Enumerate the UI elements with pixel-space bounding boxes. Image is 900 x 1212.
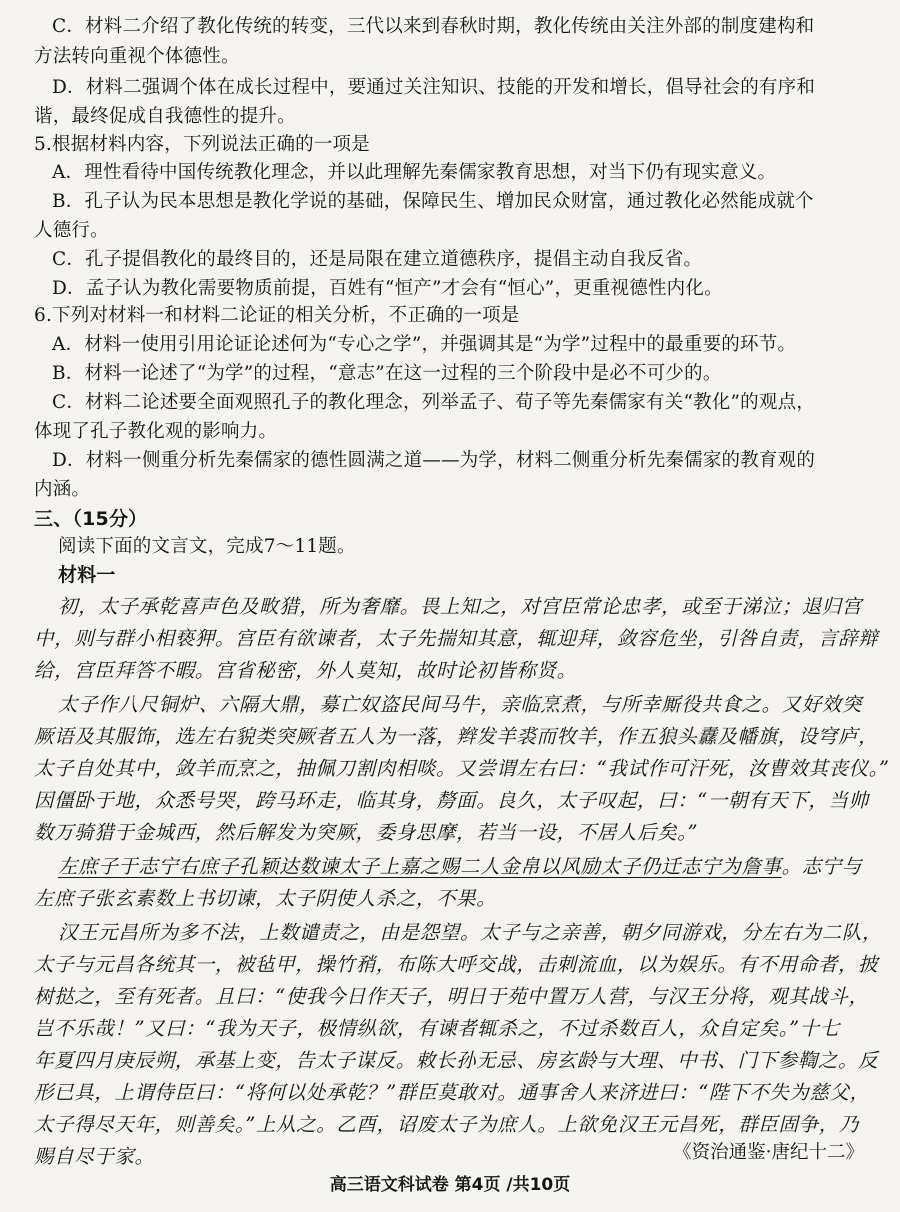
q6-option-c-line-1: C．材料二论述要全面观照孔子的教化理念，列举孟子、荀子等先秦儒家有关“教化”的观点， (52, 392, 815, 413)
classical-line-13: 树挞之，至有死者。且曰：“使我今日作天子，明日于苑中置万人营，与汉王分将，观其战斗， (34, 985, 869, 1008)
classical-line-4: 太子作八尺铜炉、六隔大鼎，募亡奴盗民间马牛，亲临烹煮，与所幸厮役共食之。又好效突 (58, 693, 863, 716)
classical-line-8: 数万骑猎于金城西，然后解发为突厥，委身思摩，若当一设，不居人后矣。” (34, 821, 699, 844)
classical-line-7: 因僵卧于地，众悉号哭，跨马环走，临其身，剺面。良久，太子叹起，曰：“一朝有天下，当帅 (34, 789, 869, 812)
underlined-sentence: 左庶子于志宁右庶子孔颖达数谏太子上嘉之赐二人金帛以风励太子仍迁志宁为詹事 (58, 855, 782, 878)
classical-line-2: 中，则与群小相亵狎。宫臣有欲谏者，太子先揣知其意，辄迎拜，敛容危坐，引咎自责，言辞辩 (34, 627, 879, 650)
q5-option-a: A．理性看待中国传统教化理念，并以此理解先秦儒家教育思想，对当下仍有现实意义。 (52, 162, 777, 183)
q6-option-a: A．材料一使用引用论证论述何为“专心之学”，并强调其是“为学”过程中的最重要的环节。 (52, 334, 797, 355)
classical-line-3: 给，宫臣拜答不暇。宫省秘密，外人莫知，故时论初皆称贤。 (34, 659, 577, 682)
classical-line-9-tail: 。志宁与 (781, 855, 863, 878)
classical-line-6: 太子自处其中，敛羊而烹之，抽佩刀割肉相啖。又尝谓左右曰：“我试作可汗死，汝曹效其丧仪。” (34, 757, 890, 780)
section-three-heading: 三、（15分） (34, 508, 148, 530)
classical-line-15: 年夏四月庚辰朔，承基上变，告太子谋反。敕长孙无忌、房玄龄与大理、中书、门下参鞫之。反 (34, 1049, 879, 1072)
classical-line-5: 厥语及其服饰，选左右貌类突厥者五人为一落，辫发羊裘而牧羊，作五狼头纛及幡旗，设穹庐， (34, 725, 879, 748)
page-footer: 高三语文科试卷 第4页 /共10页 (329, 1175, 571, 1195)
source-citation: 《资治通鉴·唐纪十二》 (673, 1142, 864, 1163)
option-d-line-1: D．材料二强调个体在成长过程中，要通过关注知识、技能的开发和增长，倡导社会的有序和 (52, 77, 816, 98)
q5-option-b-line-2: 人德行。 (34, 220, 109, 241)
q6-option-d-line-2: 内涵。 (34, 479, 91, 500)
option-c-line-1: C．材料二介绍了教化传统的转变，三代以来到春秋时期，教化传统由关注外部的制度建构和 (52, 16, 815, 37)
question-5-stem: 5.根据材料内容，下列说法正确的一项是 (34, 134, 370, 155)
option-d-line-2: 谐，最终促成自我德性的提升。 (34, 106, 296, 127)
question-6-stem: 6.下列对材料一和材料二论证的相关分析，不正确的一项是 (34, 305, 520, 326)
classical-line-16: 形已具，上谓侍臣曰：“将何以处承乾？”群臣莫敢对。通事舍人来济进曰：“陛下不失为慈父， (34, 1081, 870, 1104)
classical-line-17: 太子得尽天年，则善矣。”上从之。乙酉，诏废太子为庶人。上欲免汉王元昌死，群臣固争，乃 (34, 1113, 859, 1136)
q6-option-c-line-2: 体现了孔子教化观的影响力。 (34, 421, 278, 442)
classical-line-11: 汉王元昌所为多不法，上数谴责之，由是怨望。太子与之亲善，朝夕同游戏，分左右为二队， (58, 921, 883, 944)
classical-line-9 (58, 852, 886, 882)
material-one-title: 材料一 (58, 564, 116, 586)
q5-option-d: D．孟子认为教化需要物质前提，百姓有“恒产”才会有“恒心”，更重视德性内化。 (52, 278, 723, 299)
classical-line-12: 太子与元昌各统其一，被毡甲，操竹矟，布陈大呼交战，击刺流血，以为娱乐。有不用命者，披 (34, 953, 879, 976)
q6-option-d-line-1: D．材料一侧重分析先秦儒家的德性圆满之道——为学，材料二侧重分析先秦儒家的教育观的 (52, 450, 816, 471)
option-c-line-2: 方法转向重视个体德性。 (34, 46, 240, 67)
classical-line-10: 左庶子张玄素数上书切谏，太子阴使人杀之，不果。 (34, 887, 497, 910)
classical-line-1: 初，太子承乾喜声色及畋猎，所为奢靡。畏上知之，对宫臣常论忠孝，或至于涕泣；退归宫 (58, 595, 863, 618)
q5-option-c: C．孔子提倡教化的最终目的，还是局限在建立道德秩序，提倡主动自我反省。 (52, 249, 703, 270)
classical-line-14: 岂不乐哉！”又曰：“我为天子，极情纵欲，有谏者辄杀之，不过杀数百人，众自定矣。”十七 (34, 1017, 840, 1040)
classical-line-18: 赐自尽于家。 (34, 1145, 155, 1168)
q6-option-b: B．材料一论述了“为学”的过程，“意志”在这一过程的三个阶段中是必不可少的。 (52, 363, 722, 384)
section-instruction: 阅读下面的文言文，完成7～11题。 (58, 536, 356, 557)
q5-option-b-line-1: B．孔子认为民本思想是教化学说的基础，保障民生、增加民众财富，通过教化必然能成就个 (52, 191, 814, 212)
